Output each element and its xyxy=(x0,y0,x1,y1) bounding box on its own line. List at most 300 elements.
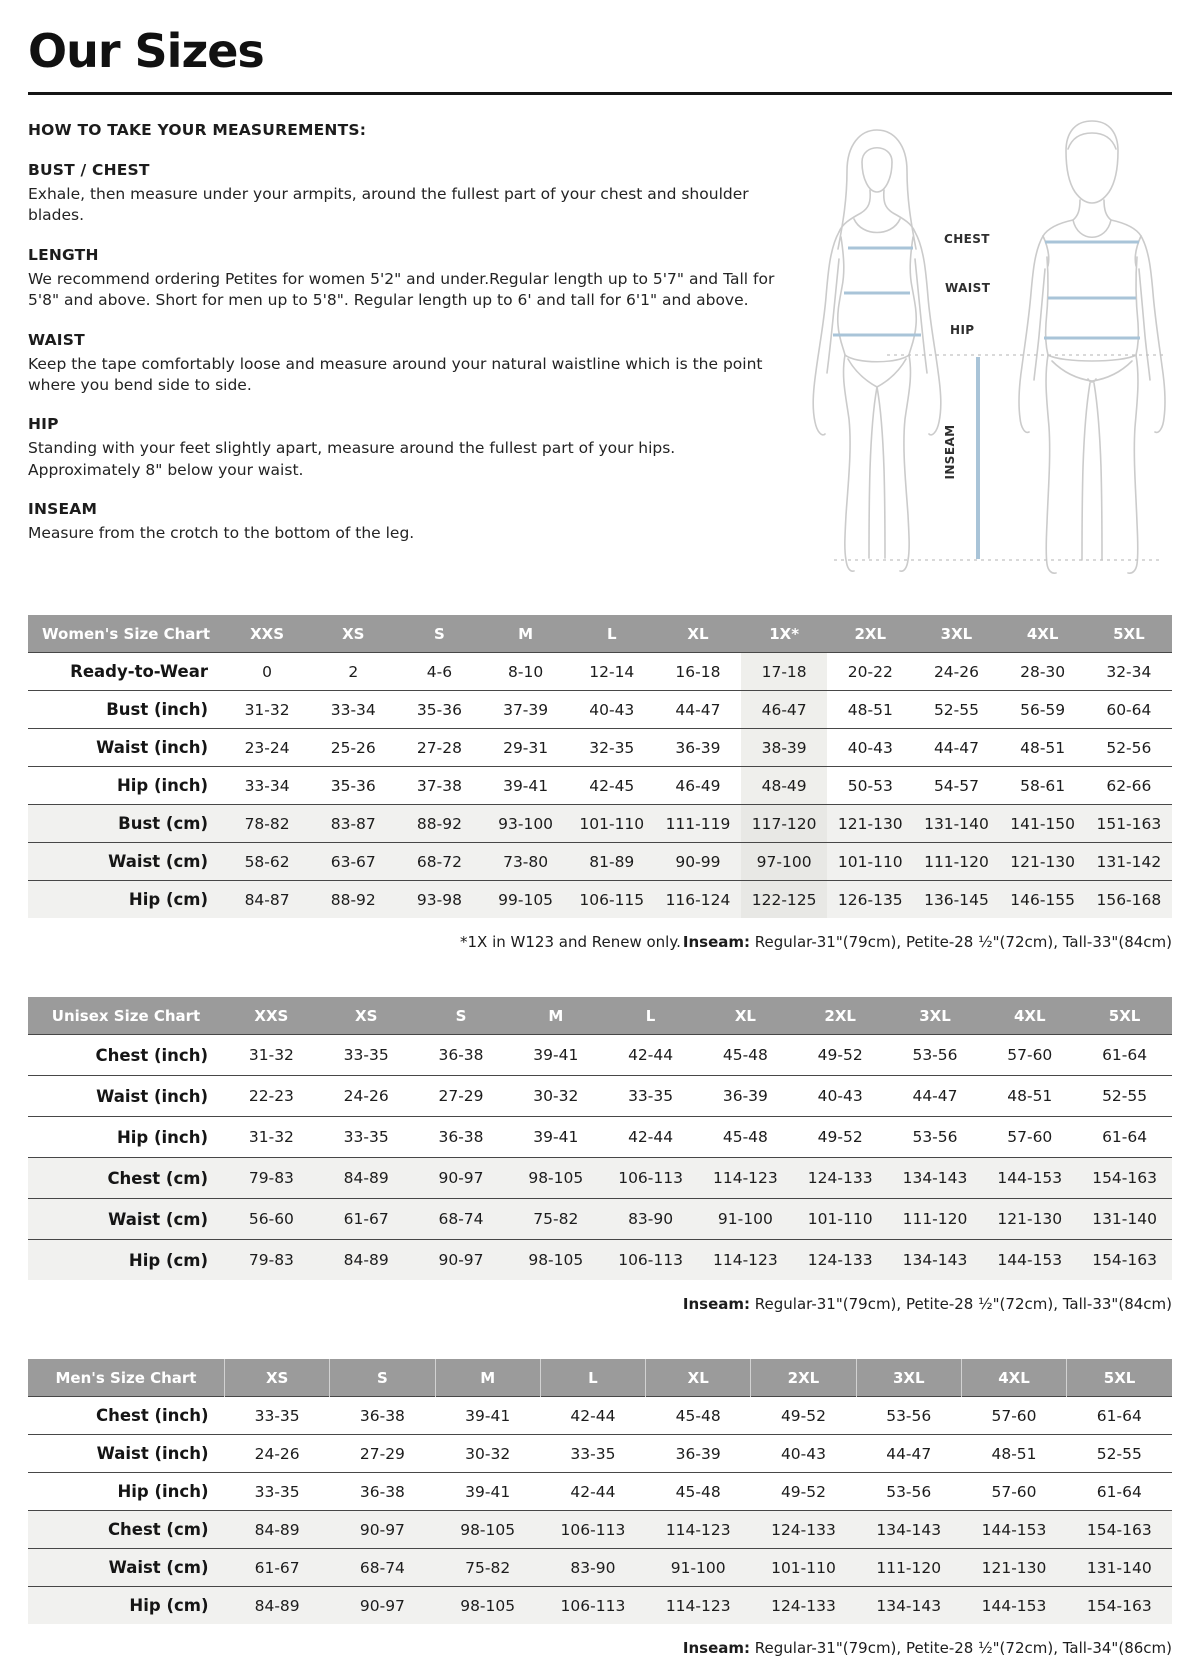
unisex-size-chart-table xyxy=(28,997,1172,1280)
size-value-cell: 25-26 xyxy=(310,729,396,767)
size-column-header: S xyxy=(330,1359,435,1397)
size-value-cell: 131-140 xyxy=(913,805,999,843)
instruction-heading: INSEAM xyxy=(28,500,98,518)
inseam-footnote-text: Regular-31"(79cm), Petite-28 ½"(72cm), Tall-34"(86cm) xyxy=(750,1639,1172,1657)
size-value-cell: 33-35 xyxy=(540,1435,645,1473)
size-value-cell: 99-105 xyxy=(483,881,569,919)
row-label: Hip (cm) xyxy=(28,1240,224,1281)
table-row xyxy=(28,1076,1172,1117)
size-value-cell: 84-89 xyxy=(319,1240,414,1281)
size-column-header: 3XL xyxy=(856,1359,961,1397)
table-row xyxy=(28,653,1172,691)
size-value-cell: 40-43 xyxy=(827,729,913,767)
mens-size-chart-table xyxy=(28,1359,1172,1624)
table-row xyxy=(28,691,1172,729)
size-column-header: 2XL xyxy=(827,615,913,653)
size-value-cell: 27-29 xyxy=(414,1076,509,1117)
size-value-cell: 111-120 xyxy=(888,1199,983,1240)
row-label: Hip (cm) xyxy=(28,1587,225,1625)
size-value-cell: 32-34 xyxy=(1086,653,1172,691)
size-value-cell: 36-38 xyxy=(330,1473,435,1511)
table-row xyxy=(28,1158,1172,1199)
size-value-cell: 42-44 xyxy=(540,1473,645,1511)
row-label: Waist (inch) xyxy=(28,1076,224,1117)
size-value-cell: 52-56 xyxy=(1086,729,1172,767)
size-value-cell: 40-43 xyxy=(569,691,655,729)
size-column-header: 5XL xyxy=(1067,1359,1172,1397)
size-value-cell: 44-47 xyxy=(913,729,999,767)
row-label: Waist (inch) xyxy=(28,1435,225,1473)
row-label: Waist (cm) xyxy=(28,843,224,881)
size-value-cell: 39-41 xyxy=(435,1397,540,1435)
size-value-cell: 63-67 xyxy=(310,843,396,881)
size-value-cell: 154-163 xyxy=(1077,1158,1172,1199)
size-value-cell: 12-14 xyxy=(569,653,655,691)
size-value-cell: 93-100 xyxy=(483,805,569,843)
size-value-cell: 33-34 xyxy=(224,767,310,805)
size-value-cell: 49-52 xyxy=(751,1397,856,1435)
table-row xyxy=(28,1549,1172,1587)
table-row xyxy=(28,1435,1172,1473)
size-value-cell: 61-64 xyxy=(1067,1473,1172,1511)
size-value-cell: 49-52 xyxy=(793,1035,888,1076)
size-column-header: M xyxy=(483,615,569,653)
size-value-cell: 4-6 xyxy=(396,653,482,691)
size-value-cell: 68-72 xyxy=(396,843,482,881)
size-value-cell: 106-113 xyxy=(540,1587,645,1625)
size-value-cell: 106-115 xyxy=(569,881,655,919)
womens-size-chart-section xyxy=(28,615,1172,951)
size-value-cell: 124-133 xyxy=(751,1587,856,1625)
size-value-cell: 93-98 xyxy=(396,881,482,919)
size-value-cell: 144-153 xyxy=(982,1158,1077,1199)
size-value-cell: 124-133 xyxy=(793,1240,888,1281)
size-value-cell: 42-44 xyxy=(603,1035,698,1076)
instruction-body: Keep the tape comfortably loose and measure around your natural waistline which is the point where you bend side to side. xyxy=(28,354,763,394)
size-value-cell: 33-35 xyxy=(225,1473,330,1511)
measurement-figure-illustration xyxy=(782,107,1172,587)
row-label: Chest (cm) xyxy=(28,1158,224,1199)
size-column-header: 4XL xyxy=(1000,615,1086,653)
size-column-header: XL xyxy=(698,997,793,1035)
size-value-cell: 106-113 xyxy=(540,1511,645,1549)
size-value-cell: 101-110 xyxy=(751,1549,856,1587)
size-value-cell: 121-130 xyxy=(961,1549,1066,1587)
instruction-length xyxy=(28,246,780,312)
size-value-cell: 31-32 xyxy=(224,1117,319,1158)
size-column-header: XL xyxy=(655,615,741,653)
size-value-cell: 16-18 xyxy=(655,653,741,691)
table-row xyxy=(28,1240,1172,1281)
page-title: Our Sizes xyxy=(28,24,264,78)
size-value-cell: 97-100 xyxy=(741,843,827,881)
size-column-header: S xyxy=(414,997,509,1035)
size-column-header: 5XL xyxy=(1077,997,1172,1035)
size-value-cell: 17-18 xyxy=(741,653,827,691)
size-value-cell: 53-56 xyxy=(888,1035,983,1076)
size-value-cell: 57-60 xyxy=(961,1473,1066,1511)
size-value-cell: 134-143 xyxy=(888,1240,983,1281)
size-guide-page xyxy=(28,0,1172,1657)
instruction-body: Exhale, then measure under your armpits, around the fullest part of your chest and shoulder blades. xyxy=(28,185,749,225)
size-value-cell: 114-123 xyxy=(698,1240,793,1281)
size-value-cell: 90-97 xyxy=(330,1587,435,1625)
size-value-cell: 2 xyxy=(310,653,396,691)
row-label: Chest (inch) xyxy=(28,1035,224,1076)
inseam-footnote-text: Regular-31"(79cm), Petite-28 ½"(72cm), Tall-33"(84cm) xyxy=(750,1295,1172,1313)
table-row xyxy=(28,805,1172,843)
instruction-waist xyxy=(28,331,780,397)
instruction-body: We recommend ordering Petites for women 5'2" and under.Regular length up to 5'7" and Tall for 5'8" and above. Short for men up to 5'8". Regular length up to 6' and tall for 6'1" and above. xyxy=(28,269,775,310)
size-column-header: 4XL xyxy=(961,1359,1066,1397)
mens-inseam-footnote xyxy=(683,1639,1172,1657)
size-value-cell: 84-89 xyxy=(225,1587,330,1625)
size-value-cell: 88-92 xyxy=(310,881,396,919)
instruction-bust-chest xyxy=(28,161,780,227)
size-value-cell: 27-28 xyxy=(396,729,482,767)
size-value-cell: 101-110 xyxy=(569,805,655,843)
size-value-cell: 37-38 xyxy=(396,767,482,805)
size-value-cell: 45-48 xyxy=(698,1117,793,1158)
size-value-cell: 124-133 xyxy=(793,1158,888,1199)
size-column-header: M xyxy=(508,997,603,1035)
inseam-line-label: INSEAM xyxy=(943,424,957,480)
size-value-cell: 42-45 xyxy=(569,767,655,805)
size-value-cell: 37-39 xyxy=(483,691,569,729)
chest-line-label: CHEST xyxy=(944,232,990,246)
size-value-cell: 57-60 xyxy=(982,1035,1077,1076)
size-value-cell: 141-150 xyxy=(1000,805,1086,843)
size-value-cell: 106-113 xyxy=(603,1240,698,1281)
row-label: Chest (inch) xyxy=(28,1397,225,1435)
size-value-cell: 58-62 xyxy=(224,843,310,881)
size-value-cell: 39-41 xyxy=(508,1035,603,1076)
table-row xyxy=(28,843,1172,881)
table-title: Unisex Size Chart xyxy=(28,997,224,1035)
row-label: Bust (inch) xyxy=(28,691,224,729)
instruction-body: Standing with your feet slightly apart, measure around the fullest part of your hips. Approximately 8" below your waist. xyxy=(28,439,676,479)
table-row xyxy=(28,1473,1172,1511)
row-label: Hip (inch) xyxy=(28,1117,224,1158)
size-value-cell: 39-41 xyxy=(435,1473,540,1511)
size-value-cell: 111-120 xyxy=(913,843,999,881)
row-label: Hip (cm) xyxy=(28,881,224,919)
inseam-footnote-label: Inseam: xyxy=(682,1295,751,1313)
size-value-cell: 144-153 xyxy=(961,1511,1066,1549)
size-value-cell: 23-24 xyxy=(224,729,310,767)
size-value-cell: 36-39 xyxy=(655,729,741,767)
size-value-cell: 50-53 xyxy=(827,767,913,805)
size-value-cell: 38-39 xyxy=(741,729,827,767)
size-value-cell: 58-61 xyxy=(1000,767,1086,805)
size-value-cell: 35-36 xyxy=(396,691,482,729)
size-value-cell: 48-51 xyxy=(1000,729,1086,767)
size-value-cell: 126-135 xyxy=(827,881,913,919)
size-value-cell: 46-47 xyxy=(741,691,827,729)
size-value-cell: 33-34 xyxy=(310,691,396,729)
row-label: Hip (inch) xyxy=(28,1473,225,1511)
size-column-header: 3XL xyxy=(888,997,983,1035)
size-value-cell: 20-22 xyxy=(827,653,913,691)
size-value-cell: 90-99 xyxy=(655,843,741,881)
size-value-cell: 33-35 xyxy=(225,1397,330,1435)
size-value-cell: 61-67 xyxy=(225,1549,330,1587)
unisex-table-footnotes xyxy=(28,1295,1172,1313)
size-value-cell: 61-64 xyxy=(1067,1397,1172,1435)
size-value-cell: 91-100 xyxy=(698,1199,793,1240)
size-column-header: M xyxy=(435,1359,540,1397)
size-value-cell: 24-26 xyxy=(913,653,999,691)
womens-table-footnotes xyxy=(28,933,1172,951)
size-column-header: XS xyxy=(310,615,396,653)
unisex-size-chart-section xyxy=(28,997,1172,1313)
table-row xyxy=(28,1117,1172,1158)
size-value-cell: 30-32 xyxy=(508,1076,603,1117)
size-value-cell: 131-140 xyxy=(1077,1199,1172,1240)
size-value-cell: 24-26 xyxy=(319,1076,414,1117)
size-column-header: XXS xyxy=(224,997,319,1035)
size-value-cell: 114-123 xyxy=(698,1158,793,1199)
row-label: Ready-to-Wear xyxy=(28,653,224,691)
size-value-cell: 84-89 xyxy=(225,1511,330,1549)
size-value-cell: 36-39 xyxy=(698,1076,793,1117)
size-value-cell: 60-64 xyxy=(1086,691,1172,729)
size-value-cell: 45-48 xyxy=(646,1397,751,1435)
size-value-cell: 121-130 xyxy=(1000,843,1086,881)
size-value-cell: 154-163 xyxy=(1067,1587,1172,1625)
size-value-cell: 91-100 xyxy=(646,1549,751,1587)
size-value-cell: 146-155 xyxy=(1000,881,1086,919)
size-value-cell: 75-82 xyxy=(508,1199,603,1240)
size-value-cell: 90-97 xyxy=(414,1158,509,1199)
measurement-instructions-section xyxy=(28,121,1172,593)
size-value-cell: 101-110 xyxy=(793,1199,888,1240)
size-value-cell: 42-44 xyxy=(603,1117,698,1158)
size-value-cell: 28-30 xyxy=(1000,653,1086,691)
table-row xyxy=(28,1397,1172,1435)
size-value-cell: 83-90 xyxy=(603,1199,698,1240)
size-value-cell: 68-74 xyxy=(330,1549,435,1587)
table-row xyxy=(28,729,1172,767)
table-header-row xyxy=(28,615,1172,653)
size-value-cell: 154-163 xyxy=(1077,1240,1172,1281)
size-value-cell: 98-105 xyxy=(508,1240,603,1281)
instruction-inseam xyxy=(28,500,780,544)
size-column-header: S xyxy=(396,615,482,653)
size-value-cell: 46-49 xyxy=(655,767,741,805)
size-value-cell: 154-163 xyxy=(1067,1511,1172,1549)
size-column-header: L xyxy=(540,1359,645,1397)
inseam-footnote-text: Regular-31"(79cm), Petite-28 ½"(72cm), Tall-33"(84cm) xyxy=(750,933,1172,951)
unisex-inseam-footnote xyxy=(683,1295,1172,1313)
size-value-cell: 45-48 xyxy=(698,1035,793,1076)
size-value-cell: 57-60 xyxy=(982,1117,1077,1158)
size-value-cell: 156-168 xyxy=(1086,881,1172,919)
size-value-cell: 73-80 xyxy=(483,843,569,881)
size-value-cell: 57-60 xyxy=(961,1397,1066,1435)
table-row xyxy=(28,1035,1172,1076)
size-value-cell: 27-29 xyxy=(330,1435,435,1473)
size-value-cell: 78-82 xyxy=(224,805,310,843)
size-value-cell: 62-66 xyxy=(1086,767,1172,805)
row-label: Hip (inch) xyxy=(28,767,224,805)
size-value-cell: 134-143 xyxy=(856,1587,961,1625)
inseam-footnote-label: Inseam: xyxy=(682,933,751,951)
body-silhouettes-icon xyxy=(782,107,1172,587)
table-row xyxy=(28,881,1172,919)
size-value-cell: 81-89 xyxy=(569,843,655,881)
size-value-cell: 134-143 xyxy=(856,1511,961,1549)
size-value-cell: 56-60 xyxy=(224,1199,319,1240)
row-label: Waist (cm) xyxy=(28,1199,224,1240)
instruction-hip xyxy=(28,415,780,481)
size-value-cell: 44-47 xyxy=(856,1435,961,1473)
size-value-cell: 53-56 xyxy=(856,1473,961,1511)
size-value-cell: 83-90 xyxy=(540,1549,645,1587)
table-title: Men's Size Chart xyxy=(28,1359,225,1397)
size-column-header: 2XL xyxy=(751,1359,856,1397)
size-value-cell: 39-41 xyxy=(508,1117,603,1158)
size-value-cell: 32-35 xyxy=(569,729,655,767)
size-value-cell: 53-56 xyxy=(888,1117,983,1158)
size-value-cell: 134-143 xyxy=(888,1158,983,1199)
size-value-cell: 8-10 xyxy=(483,653,569,691)
size-column-header: 2XL xyxy=(793,997,888,1035)
size-value-cell: 98-105 xyxy=(508,1158,603,1199)
size-value-cell: 144-153 xyxy=(961,1587,1066,1625)
size-value-cell: 36-38 xyxy=(330,1397,435,1435)
size-value-cell: 39-41 xyxy=(483,767,569,805)
size-value-cell: 111-119 xyxy=(655,805,741,843)
womens-inseam-footnote xyxy=(683,933,1172,951)
size-value-cell: 88-92 xyxy=(396,805,482,843)
size-value-cell: 144-153 xyxy=(982,1240,1077,1281)
size-value-cell: 56-59 xyxy=(1000,691,1086,729)
instruction-body: Measure from the crotch to the bottom of the leg. xyxy=(28,524,415,542)
instructions-text-column xyxy=(28,121,780,544)
size-value-cell: 48-51 xyxy=(827,691,913,729)
size-value-cell: 114-123 xyxy=(646,1587,751,1625)
size-value-cell: 106-113 xyxy=(603,1158,698,1199)
size-value-cell: 61-64 xyxy=(1077,1035,1172,1076)
size-value-cell: 114-123 xyxy=(646,1511,751,1549)
size-value-cell: 52-55 xyxy=(913,691,999,729)
size-value-cell: 40-43 xyxy=(751,1435,856,1473)
instruction-heading: LENGTH xyxy=(28,245,99,264)
size-value-cell: 53-56 xyxy=(856,1397,961,1435)
size-value-cell: 48-51 xyxy=(961,1435,1066,1473)
size-value-cell: 33-35 xyxy=(603,1076,698,1117)
size-value-cell: 98-105 xyxy=(435,1511,540,1549)
size-value-cell: 36-38 xyxy=(414,1035,509,1076)
size-value-cell: 29-31 xyxy=(483,729,569,767)
instruction-heading: HIP xyxy=(28,415,59,434)
table-row xyxy=(28,1587,1172,1625)
size-value-cell: 31-32 xyxy=(224,1035,319,1076)
size-value-cell: 22-23 xyxy=(224,1076,319,1117)
instruction-heading: WAIST xyxy=(28,330,85,349)
size-value-cell: 121-130 xyxy=(827,805,913,843)
size-value-cell: 84-87 xyxy=(224,881,310,919)
size-column-header: 3XL xyxy=(913,615,999,653)
size-value-cell: 124-133 xyxy=(751,1511,856,1549)
size-value-cell: 83-87 xyxy=(310,805,396,843)
size-value-cell: 36-39 xyxy=(646,1435,751,1473)
size-value-cell: 48-51 xyxy=(982,1076,1077,1117)
size-value-cell: 33-35 xyxy=(319,1035,414,1076)
size-column-header: XS xyxy=(225,1359,330,1397)
size-column-header: 1X* xyxy=(741,615,827,653)
size-value-cell: 116-124 xyxy=(655,881,741,919)
size-value-cell: 136-145 xyxy=(913,881,999,919)
table-title: Women's Size Chart xyxy=(28,615,224,653)
size-column-header: XL xyxy=(646,1359,751,1397)
size-value-cell: 44-47 xyxy=(888,1076,983,1117)
size-value-cell: 122-125 xyxy=(741,881,827,919)
row-label: Waist (cm) xyxy=(28,1549,225,1587)
size-value-cell: 44-47 xyxy=(655,691,741,729)
size-column-header: XXS xyxy=(224,615,310,653)
hip-line-label: HIP xyxy=(950,323,975,337)
womens-size-chart-table xyxy=(28,615,1172,918)
size-value-cell: 36-38 xyxy=(414,1117,509,1158)
size-value-cell: 42-44 xyxy=(540,1397,645,1435)
size-value-cell: 90-97 xyxy=(414,1240,509,1281)
size-value-cell: 52-55 xyxy=(1067,1435,1172,1473)
table-row xyxy=(28,767,1172,805)
instruction-heading: BUST / CHEST xyxy=(28,161,150,179)
size-value-cell: 68-74 xyxy=(414,1199,509,1240)
size-column-header: XS xyxy=(319,997,414,1035)
size-value-cell: 49-52 xyxy=(793,1117,888,1158)
size-value-cell: 61-64 xyxy=(1077,1117,1172,1158)
size-value-cell: 33-35 xyxy=(319,1117,414,1158)
size-value-cell: 79-83 xyxy=(224,1240,319,1281)
table-row xyxy=(28,1511,1172,1549)
size-value-cell: 45-48 xyxy=(646,1473,751,1511)
size-value-cell: 0 xyxy=(224,653,310,691)
table-header-row xyxy=(28,997,1172,1035)
size-column-header: L xyxy=(603,997,698,1035)
size-value-cell: 117-120 xyxy=(741,805,827,843)
size-value-cell: 54-57 xyxy=(913,767,999,805)
mens-size-chart-section xyxy=(28,1359,1172,1657)
title-divider xyxy=(28,92,1172,95)
row-label: Waist (inch) xyxy=(28,729,224,767)
size-value-cell: 111-120 xyxy=(856,1549,961,1587)
size-value-cell: 101-110 xyxy=(827,843,913,881)
size-value-cell: 35-36 xyxy=(310,767,396,805)
row-label: Chest (cm) xyxy=(28,1511,225,1549)
size-value-cell: 131-142 xyxy=(1086,843,1172,881)
size-value-cell: 40-43 xyxy=(793,1076,888,1117)
size-value-cell: 75-82 xyxy=(435,1549,540,1587)
size-value-cell: 31-32 xyxy=(224,691,310,729)
size-value-cell: 90-97 xyxy=(330,1511,435,1549)
size-value-cell: 49-52 xyxy=(751,1473,856,1511)
size-column-header: 5XL xyxy=(1086,615,1172,653)
mens-table-footnotes xyxy=(28,1639,1172,1657)
size-value-cell: 151-163 xyxy=(1086,805,1172,843)
size-value-cell: 131-140 xyxy=(1067,1549,1172,1587)
size-value-cell: 24-26 xyxy=(225,1435,330,1473)
waist-line-label: WAIST xyxy=(945,281,991,295)
inseam-footnote-label: Inseam: xyxy=(682,1639,751,1657)
size-value-cell: 48-49 xyxy=(741,767,827,805)
table-row xyxy=(28,1199,1172,1240)
size-value-cell: 121-130 xyxy=(982,1199,1077,1240)
size-column-header: L xyxy=(569,615,655,653)
